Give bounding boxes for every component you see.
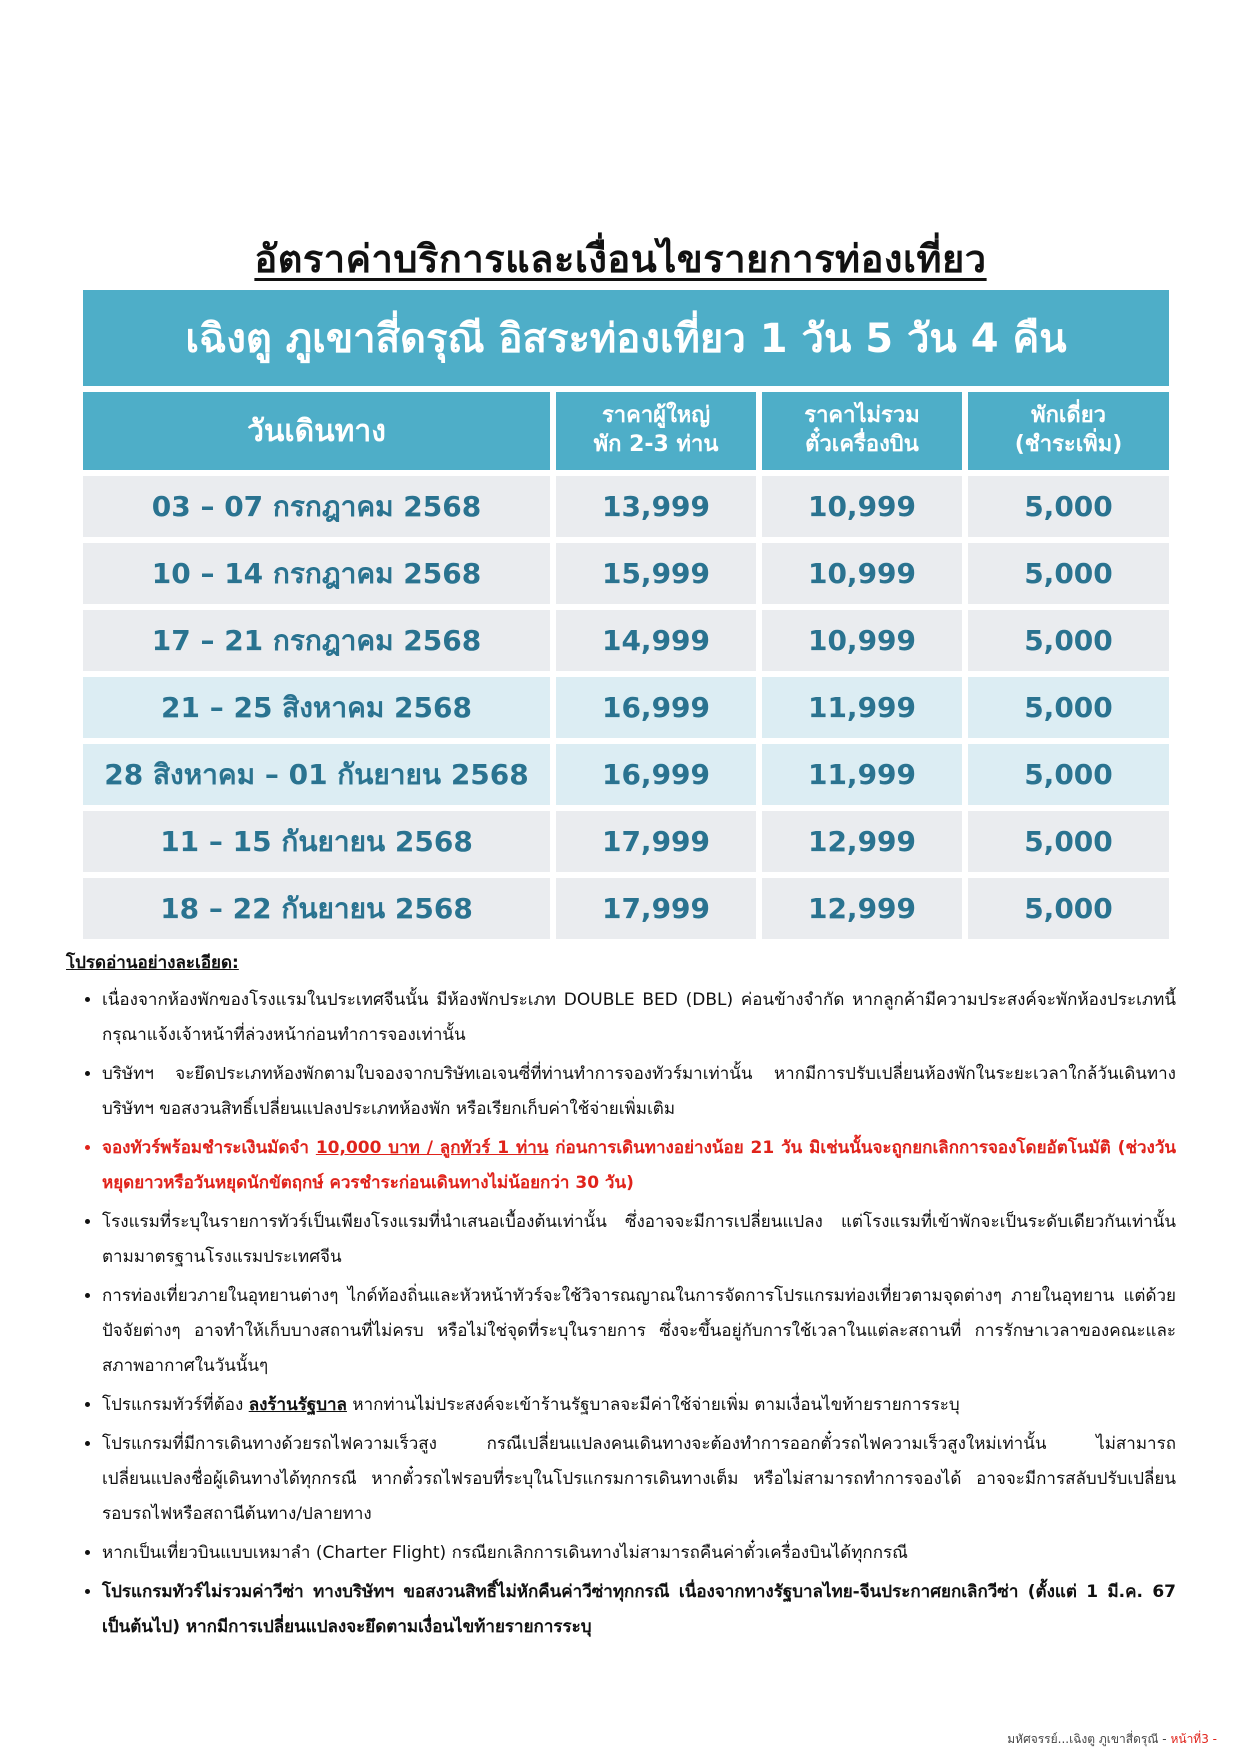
footer-text: มหัศจรรย์...เฉิงตู ภูเขาสี่ดรุณี -: [1007, 1732, 1171, 1746]
row-single-supplement: 5,000: [968, 677, 1169, 738]
row-single-supplement: 5,000: [968, 878, 1169, 939]
row-no-ticket-price: 12,999: [762, 878, 962, 939]
header-single-supplement: พักเดี่ยว (ชำระเพิ่ม): [968, 392, 1169, 470]
deposit-text-end: ก่อนการเดินทางอย่างน้อย 21 วัน มิเช่นนั้นจะถูกยกเลิกการจองโดยอัตโนมัติ (ช่วงวันหยุดยาวหรือวันหยุดนักขัตฤกษ์ ควรชำระก่อนเดินทางไม่น้อยกว่า 30 วัน): [102, 1138, 1177, 1193]
row-adult-price: 16,999: [556, 677, 756, 738]
row-adult-price: 17,999: [556, 878, 756, 939]
page-number: หน้าที่3 -: [1170, 1732, 1217, 1746]
row-date: 28 สิงหาคม – 01 กันยายน 2568: [83, 744, 550, 805]
table-row: [83, 543, 1169, 604]
terms-list: [66, 983, 1176, 1645]
header-no-ticket-price: ราคาไม่รวม ตั๋วเครื่องบิน: [762, 392, 962, 470]
deposit-text-start: จองทัวร์พร้อมชำระเงินมัดจำ: [102, 1138, 316, 1158]
page-footer: [1007, 1730, 1217, 1749]
tour-banner: เฉิงตู ภูเขาสี่ดรุณี อิสระท่องเที่ยว 1 วัน 5 วัน 4 คืน: [83, 290, 1169, 386]
table-row: [83, 878, 1169, 939]
row-no-ticket-price: 10,999: [762, 476, 962, 537]
row-date: 10 – 14 กรกฎาคม 2568: [83, 543, 550, 604]
row-no-ticket-price: 10,999: [762, 543, 962, 604]
table-row: [83, 811, 1169, 872]
row-date: 18 – 22 กันยายน 2568: [83, 878, 550, 939]
row-adult-price: 14,999: [556, 610, 756, 671]
row-adult-price: 17,999: [556, 811, 756, 872]
shop-text-end: หากท่านไม่ประสงค์จะเข้าร้านรัฐบาลจะมีค่าใช้จ่ายเพิ่ม ตามเงื่อนไขท้ายรายการระบุ: [346, 1395, 960, 1415]
list-item: • โปรแกรมทัวร์ไม่รวมค่าวีซ่า ทางบริษัทฯ ขอสงวนสิทธิ์ไม่หักคืนค่าวีซ่าทุกกรณี เนื่องจากทางรัฐบาลไทย-จีนประกาศยกเลิกวีซ่า (ตั้งแต่ 1 มี.ค. 67 เป็นต้นไป) หากมีการเปลี่ยนแปลงจะยึดตามเงื่อนไขท้ายรายการระบุ: [102, 1575, 1176, 1645]
row-no-ticket-price: 12,999: [762, 811, 962, 872]
row-date: 11 – 15 กันยายน 2568: [83, 811, 550, 872]
price-table-header: [83, 392, 1169, 470]
terms-section: [66, 946, 1176, 1649]
row-single-supplement: 5,000: [968, 476, 1169, 537]
table-row: [83, 610, 1169, 671]
list-item: • โปรแกรมที่มีการเดินทางด้วยรถไฟความเร็วสูง กรณีเปลี่ยนแปลงคนเดินทางจะต้องทำการออกตั๋วรถไฟความเร็วสูงใหม่เท่านั้น ไม่สามารถเปลี่ยนแปลงชื่อผู้เดินทางได้ทุกกรณี หากตั๋วรถไฟรอบที่ระบุในโปรแกรมการเดินทางเต็ม หรือไม่สามารถทำการจองได้ อาจจะมีการสลับปรับเปลี่ยนรอบรถไฟหรือสถานีต้นทาง/ปลายทาง: [102, 1427, 1176, 1532]
list-item: • บริษัทฯ จะยึดประเภทห้องพักตามใบจองจากบริษัทเอเจนซี่ที่ท่านทำการจองทัวร์มาเท่านั้น หากมีการปรับเปลี่ยนห้องพักในระยะเวลาใกล้วันเดินทาง บริษัทฯ ขอสงวนสิทธิ์เปลี่ยนแปลงประเภทห้องพัก หรือเรียกเก็บค่าใช้จ่ายเพิ่มเติม: [102, 1057, 1176, 1127]
deposit-amount: 10,000 บาท / ลูกทัวร์ 1 ท่าน: [315, 1138, 549, 1158]
row-single-supplement: 5,000: [968, 744, 1169, 805]
government-shop-text: ลงร้านรัฐบาล: [248, 1395, 347, 1415]
shop-text-start: โปรแกรมทัวร์ที่ต้อง: [102, 1395, 249, 1415]
table-row: [83, 476, 1169, 537]
header-adult-price: ราคาผู้ใหญ่ พัก 2-3 ท่าน: [556, 392, 756, 470]
row-adult-price: 16,999: [556, 744, 756, 805]
list-item: • หากเป็นเที่ยวบินแบบเหมาลำ (Charter Flight) กรณียกเลิกการเดินทางไม่สามารถคืนค่าตั๋วเครื่องบินได้ทุกกรณี: [102, 1536, 1176, 1571]
row-no-ticket-price: 11,999: [762, 677, 962, 738]
row-date: 17 – 21 กรกฎาคม 2568: [83, 610, 550, 671]
row-no-ticket-price: 10,999: [762, 610, 962, 671]
page-title: อัตราค่าบริการและเงื่อนไขรายการท่องเที่ยว: [254, 237, 987, 281]
row-single-supplement: 5,000: [968, 543, 1169, 604]
table-row: [83, 744, 1169, 805]
row-date: 03 – 07 กรกฎาคม 2568: [83, 476, 550, 537]
terms-heading: โปรดอ่านอย่างละเอียด:: [66, 953, 239, 973]
row-single-supplement: 5,000: [968, 610, 1169, 671]
row-date: 21 – 25 สิงหาคม 2568: [83, 677, 550, 738]
price-table: [83, 392, 1169, 945]
list-item-deposit: [102, 1131, 1176, 1201]
row-single-supplement: 5,000: [968, 811, 1169, 872]
row-adult-price: 13,999: [556, 476, 756, 537]
header-date: วันเดินทาง: [83, 392, 550, 470]
list-item: • เนื่องจากห้องพักของโรงแรมในประเทศจีนนั้น มีห้องพักประเภท DOUBLE BED (DBL) ค่อนข้างจำกัด หากลูกค้ามีความประสงค์จะพักห้องประเภทนี้ กรุณาแจ้งเจ้าหน้าที่ล่วงหน้าก่อนทำการจองเท่านั้น: [102, 983, 1176, 1053]
list-item: • โรงแรมที่ระบุในรายการทัวร์เป็นเพียงโรงแรมที่นำเสนอเบื้องต้นเท่านั้น ซึ่งอาจจะมีการเปลี่ยนแปลง แต่โรงแรมที่เข้าพักจะเป็นระดับเดียวกันเท่านั้น ตามมาตรฐานโรงแรมประเทศจีน: [102, 1205, 1176, 1275]
list-item-shop: [102, 1388, 1176, 1423]
table-row: [83, 677, 1169, 738]
row-no-ticket-price: 11,999: [762, 744, 962, 805]
list-item: • การท่องเที่ยวภายในอุทยานต่างๆ ไกด์ท้องถิ่นและหัวหน้าทัวร์จะใช้วิจารณญาณในการจัดการโปรแกรมท่องเที่ยวตามจุดต่างๆ ภายในอุทยาน แต่ด้วยปัจจัยต่างๆ อาจทำให้เก็บบางสถานที่ไม่ครบ หรือไม่ใช่จุดที่ระบุในรายการ ซึ่งจะขึ้นอยู่กับการใช้เวลาในแต่ละสถานที่ การรักษาเวลาของคณะและสภาพอากาศในวันนั้นๆ: [102, 1279, 1176, 1384]
row-adult-price: 15,999: [556, 543, 756, 604]
